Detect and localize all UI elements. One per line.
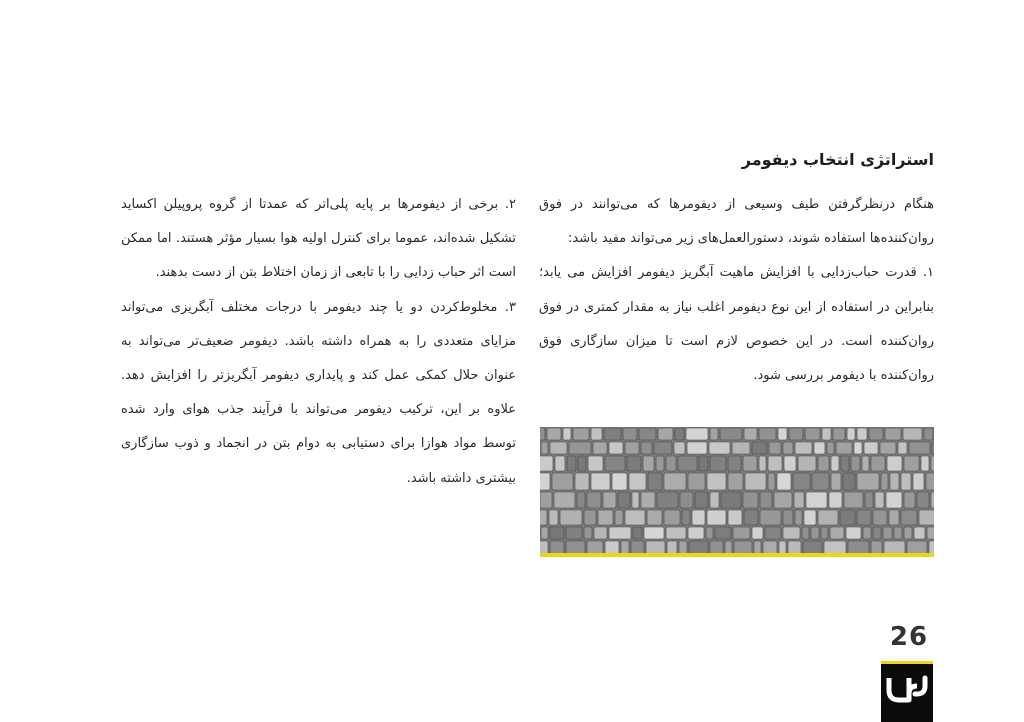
guideline-2-paragraph: ۲. برخی از دیفومرها بر پایه پلی‌اتر که عمدتا از گروه پروپیلن اکساید تشکیل شده‌اند، عموما برای کنترل اولیه هوا بسیار مؤثر هستند. اما ممکن است اثر حباب زدایی را با تابعی از زمان اختلاط بتن از دست بدهند.: [121, 197, 516, 281]
guideline-1-paragraph: ۱. قدرت حباب‌زدایی با افزایش ماهیت آبگریز دیفومر افزایش می یابد؛ بنابراین در استفاده از این نوع دیفومر اغلب نیاز به مقدار کمتری در فوق روان‌کننده است. در این خصوص لازم است تا میزان سازگاری فوق روان‌کننده با دیفومر بررسی شود.: [539, 265, 934, 384]
page-number: 26: [889, 622, 929, 652]
photo-accent-bar: [540, 553, 934, 557]
concrete-texture-photo: [540, 427, 934, 553]
right-text-column: [539, 188, 934, 393]
intro-paragraph: هنگام درنظرگرفتن طیف وسیعی از دیفومرها که می‌توانند در فوق روان‌کننده‌ها استفاده شوند، دستورالعمل‌های زیر می‌تواند مفید باشد:: [539, 197, 934, 247]
left-text-column: [121, 188, 516, 496]
section-heading: استراتژی انتخاب دیفومر: [741, 150, 934, 169]
brand-logo: [881, 664, 933, 722]
guideline-3-paragraph: ۳. مخلوط‌کردن دو یا چند دیفومر با درجات مختلف آبگریزی می‌تواند مزایای متعددی را به همراه داشته باشد. دیفومر ضعیف‌تر می‌تواند به عنوان حلال کمکی عمل کند و پایداری دیفومر آبگریزتر را افزایش دهد. علاوه بر این، ترکیب دیفومر می‌تواند با فرآیند جذب هوای وارد شده توسط مواد هوازا برای دستیابی به دوام بتن در انجماد و ذوب سازگاری بیشتری داشته باشد.: [121, 299, 516, 486]
